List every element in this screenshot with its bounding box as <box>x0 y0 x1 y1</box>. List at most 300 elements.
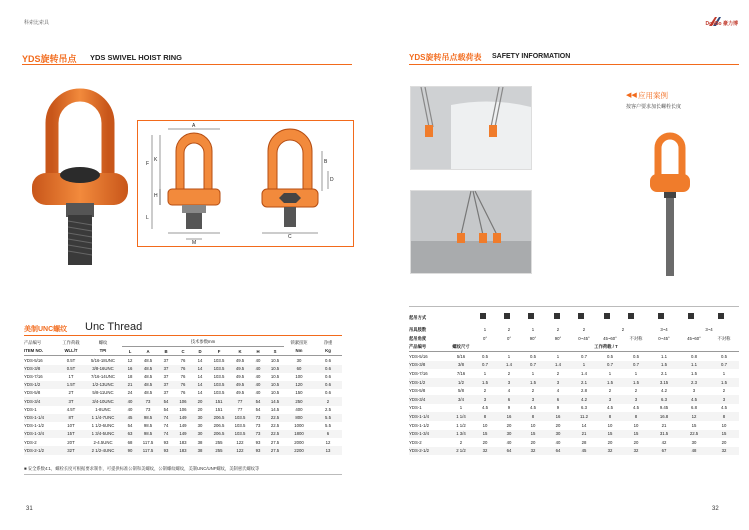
load-header-thread: 螺纹尺寸 <box>449 343 473 352</box>
table-cell: 2 <box>483 388 487 394</box>
table-row <box>24 381 342 389</box>
table-cell: YDS-1/2 <box>24 382 41 388</box>
table-cell: 2200 <box>294 447 304 453</box>
table-cell: 2.1 <box>581 379 587 385</box>
table-cell: 2.1 <box>661 371 667 377</box>
table-cell: 206.5 <box>213 415 225 421</box>
table-row <box>409 369 739 378</box>
table-cell: 54 <box>255 406 261 412</box>
table-cell: 15 <box>721 431 727 437</box>
dim-label-h: H <box>154 193 158 199</box>
table-cell: 250 <box>295 398 303 404</box>
dim-label-l: L <box>146 215 149 221</box>
table-cell: 14 <box>581 422 587 428</box>
table-cell: 74 <box>163 423 169 429</box>
unc-col-header: L <box>122 347 138 356</box>
table-cell: 73 <box>145 398 151 404</box>
table-cell: 0.5 <box>482 353 488 359</box>
table-cell: 20 <box>482 439 488 445</box>
table-cell: YDS-5/16 <box>24 357 43 363</box>
table-cell: 120 <box>295 382 303 388</box>
table-cell: YDS-1/2 <box>409 379 426 385</box>
table-cell: 0.5T <box>66 365 76 371</box>
page-number-left: 31 <box>26 506 33 512</box>
table-cell: 206.5 <box>213 423 225 429</box>
table-cell: 14.5 <box>270 406 280 412</box>
table-cell: 1.5 <box>607 379 613 385</box>
application-photo-bottom <box>410 190 532 274</box>
table-cell: 40 <box>255 390 261 396</box>
table-cell: 30 <box>555 431 561 437</box>
table-cell: 3 <box>507 379 511 385</box>
table-cell: 45 <box>127 415 133 421</box>
table-cell: 20 <box>721 439 727 445</box>
table-cell: 93 <box>255 439 261 445</box>
table-cell: 1/2-13UNC <box>92 382 114 388</box>
table-cell: 16 <box>506 413 512 419</box>
angle-cell: 0° <box>506 335 512 341</box>
table-cell: 90 <box>127 447 133 453</box>
table-cell: YDS-3/8 <box>409 362 426 368</box>
table-cell: 100 <box>295 374 303 380</box>
table-cell: 54 <box>163 398 169 404</box>
table-cell: 149 <box>179 431 187 437</box>
dim-label-k: K <box>154 157 158 163</box>
table-cell: 3/8-16UNC <box>92 365 114 371</box>
table-cell: 10T <box>67 423 75 429</box>
table-cell: 74 <box>163 431 169 437</box>
table-cell: 45 <box>581 448 587 454</box>
table-cell: 1/2 <box>458 379 464 385</box>
table-cell: 98.5 <box>143 431 153 437</box>
table-cell: 103.5 <box>213 390 225 396</box>
table-cell: 4.5 <box>691 396 697 402</box>
table-cell: 255 <box>215 447 223 453</box>
table-cell: 1 <box>634 371 638 377</box>
table-cell: 5.5 <box>325 423 331 429</box>
table-cell: 1.4 <box>555 362 561 368</box>
lift-method-label: 起吊方式 <box>409 314 427 320</box>
table-cell: 5.5 <box>325 415 331 421</box>
table-cell: 30 <box>691 439 697 445</box>
table-cell: 14 <box>197 365 203 371</box>
table-cell: 0.7 <box>607 362 613 368</box>
table-cell: 27.5 <box>270 447 280 453</box>
load-table <box>409 309 739 455</box>
unc-col-header: S <box>266 347 284 356</box>
table-cell: 1.5 <box>691 371 697 377</box>
angle-row <box>409 334 739 343</box>
table-cell: 5/8-11UNC <box>92 390 114 396</box>
table-cell: 1 <box>483 371 487 377</box>
table-cell: 103.5 <box>234 423 246 429</box>
table-cell: 1.5 <box>721 379 727 385</box>
table-cell: 117.5 <box>142 447 154 453</box>
table-cell: 32T <box>67 447 75 453</box>
table-cell: 2T <box>68 390 74 396</box>
table-cell: 2 <box>507 371 511 377</box>
table-cell: 16 <box>555 413 561 419</box>
table-cell: 40 <box>127 406 133 412</box>
table-cell: 9 <box>556 405 560 411</box>
table-cell: 0.6 <box>325 382 331 388</box>
table-cell: 40 <box>255 357 261 363</box>
table-cell: 16 <box>127 365 133 371</box>
table-cell: 6.8 <box>691 405 697 411</box>
table-row <box>24 430 342 438</box>
table-cell: 49.5 <box>235 374 245 380</box>
load-header-row <box>409 343 739 352</box>
dim-label-m: M <box>192 240 197 246</box>
table-cell: 9 <box>507 405 511 411</box>
table-cell: 15 <box>633 431 639 437</box>
table-cell: 4.5 <box>482 405 488 411</box>
table-cell: 37 <box>163 382 169 388</box>
angle-cell: 90° <box>529 335 537 341</box>
table-cell: 1.5T <box>66 382 76 388</box>
table-row <box>24 414 342 422</box>
unc-col-header: TPI <box>84 347 122 356</box>
table-cell: 76 <box>180 390 186 396</box>
table-row <box>409 378 739 387</box>
dim-label-b: B <box>324 159 328 165</box>
legs-cell: 1 <box>531 327 535 333</box>
table-cell: 10 <box>721 422 727 428</box>
table-cell: 255 <box>215 439 223 445</box>
table-cell: YDS-7/16 <box>24 374 43 380</box>
table-cell: 73 <box>255 431 261 437</box>
table-cell: 8 <box>634 413 638 419</box>
table-cell: 14 <box>197 374 203 380</box>
table-cell: 103.5 <box>213 382 225 388</box>
table-cell: 9.45 <box>659 405 669 411</box>
table-cell: 64 <box>506 448 512 454</box>
table-cell: 76 <box>180 382 186 388</box>
table-cell: 20 <box>633 439 639 445</box>
table-cell: 20 <box>197 406 203 412</box>
unc-col-header: F <box>208 347 230 356</box>
table-cell: 28 <box>581 439 587 445</box>
table-cell: 103.5 <box>213 357 225 363</box>
lift-method-icons <box>473 309 739 326</box>
table-cell: 4.2 <box>581 396 587 402</box>
table-cell: 2.8 <box>581 388 587 394</box>
table-cell: 3T <box>68 398 74 404</box>
table-cell: 20 <box>506 422 512 428</box>
table-cell: 2000 <box>294 439 304 445</box>
header-item-cn: 产品编号 <box>24 339 42 345</box>
table-row <box>24 389 342 397</box>
unc-title-rule <box>24 335 342 336</box>
table-cell: 22.5 <box>270 431 280 437</box>
table-row <box>24 406 342 414</box>
table-cell: 0.7 <box>633 362 639 368</box>
application-photo-top <box>410 86 532 170</box>
table-cell: 54 <box>255 398 261 404</box>
table-cell: 73 <box>255 423 261 429</box>
table-row <box>409 412 739 421</box>
table-cell: 3/4 <box>458 396 464 402</box>
table-cell: 2 <box>326 398 330 404</box>
table-cell: 103.5 <box>234 431 246 437</box>
legs-cell: 2 <box>621 327 625 333</box>
table-row <box>409 361 739 370</box>
table-cell: 0.5 <box>633 353 639 359</box>
table-cell: YDS-1-1/2 <box>409 422 430 428</box>
table-cell: 15 <box>530 431 536 437</box>
table-cell: 48 <box>691 448 697 454</box>
table-cell: 12 <box>127 357 133 363</box>
table-cell: 2 <box>722 388 726 394</box>
table-cell: 3 <box>556 379 560 385</box>
table-cell: 48.5 <box>143 374 153 380</box>
table-cell: 20T <box>67 439 75 445</box>
table-cell: 1 1/4 <box>456 413 466 419</box>
angle-cell: 45~60° <box>687 335 701 341</box>
technical-drawing-frame <box>137 120 354 247</box>
table-cell: 30 <box>296 357 302 363</box>
legs-cell: 3~4 <box>705 327 713 333</box>
angle-cell: 0~45° <box>658 335 670 341</box>
table-cell: 4.5 <box>530 405 536 411</box>
table-cell: 5/8 <box>458 388 464 394</box>
table-cell: 6 <box>507 396 511 402</box>
angle-cell: 90° <box>554 335 562 341</box>
table-cell: YDS-1-1/4 <box>409 413 430 419</box>
header-thread-cn: 螺纹 <box>98 339 108 345</box>
table-cell: 32 <box>633 448 639 454</box>
table-cell: 37 <box>163 390 169 396</box>
table-cell: 183 <box>179 447 187 453</box>
table-cell: YDS-1 <box>409 405 422 411</box>
table-cell: 37 <box>163 357 169 363</box>
table-row <box>24 365 342 373</box>
table-cell: 4 <box>507 388 511 394</box>
table-cell: 1 <box>608 371 612 377</box>
table-cell: 1.5 <box>530 379 536 385</box>
table-cell: 0.5T <box>66 357 76 363</box>
table-cell: 1 3/4-5UNC <box>91 431 115 437</box>
table-cell: 48.5 <box>143 390 153 396</box>
unc-title-cn: 美制UNC螺纹 <box>24 326 68 333</box>
table-cell: 10 <box>633 422 639 428</box>
table-cell: 3/8 <box>458 362 464 368</box>
legs-cell: 2 <box>556 327 560 333</box>
table-cell: 38 <box>197 447 203 453</box>
dim-label-c: C <box>288 234 292 240</box>
legs-cell: 2 <box>507 327 511 333</box>
table-cell: YDS-5/8 <box>24 390 41 396</box>
table-row <box>24 438 342 446</box>
table-cell: 0.5 <box>530 353 536 359</box>
unc-col-header: K <box>230 347 250 356</box>
right-page-title-cn: YDS旋转吊点载荷表 <box>409 53 482 62</box>
table-cell: 77 <box>237 398 243 404</box>
unc-col-header: B <box>158 347 174 356</box>
dim-label-f: F <box>146 161 150 167</box>
table-cell: 0.6 <box>325 374 331 380</box>
load-header-item: 产品编号 <box>409 343 449 352</box>
table-cell: 6.3 <box>661 396 667 402</box>
table-cell: 2 1/2 <box>456 448 466 454</box>
table-cell: 4.5T <box>66 406 76 412</box>
brand-name: 科索比索具 <box>24 20 50 26</box>
table-cell: 63 <box>127 431 133 437</box>
table-cell: 106 <box>179 398 187 404</box>
table-cell: 32 <box>482 448 488 454</box>
table-cell: 18 <box>127 374 133 380</box>
table-cell: YDS-1-3/4 <box>409 431 430 437</box>
table-cell: 2-4.5UNC <box>93 439 113 445</box>
table-cell: 2.5 <box>325 406 331 412</box>
table-cell: 30 <box>197 431 203 437</box>
angle-cell: 0° <box>482 335 488 341</box>
table-cell: 1800 <box>294 431 304 437</box>
table-cell: 40 <box>255 365 261 371</box>
table-cell: 1.4 <box>581 371 587 377</box>
table-cell: 4.5 <box>721 405 727 411</box>
right-page-title-en: SAFETY INFORMATION <box>492 53 571 60</box>
table-cell: 8 <box>722 413 726 419</box>
table-cell: 15 <box>482 431 488 437</box>
table-cell: 103.5 <box>213 365 225 371</box>
table-cell: 4.5 <box>633 405 639 411</box>
table-cell: 37 <box>163 365 169 371</box>
table-cell: 22.5 <box>689 431 699 437</box>
table-cell: 0.7 <box>721 362 727 368</box>
table-cell: 31.5 <box>659 431 669 437</box>
table-cell: YDS-1-3/4 <box>24 431 45 437</box>
case-arrow-icon: ◀◀ <box>626 92 637 99</box>
unc-col-header: A <box>138 347 158 356</box>
table-cell: 4.2 <box>661 388 667 394</box>
table-cell: 21 <box>581 431 587 437</box>
table-cell: 1 <box>722 371 726 377</box>
table-cell: 49.5 <box>235 382 245 388</box>
table-cell: 8 <box>483 413 487 419</box>
table-cell: 10.5 <box>270 374 280 380</box>
table-cell: 14 <box>197 357 203 363</box>
application-case-title: 应用案例 <box>638 91 668 100</box>
table-cell: 10.5 <box>270 390 280 396</box>
table-cell: 12 <box>325 439 331 445</box>
table-row <box>24 397 342 405</box>
table-cell: 10 <box>482 422 488 428</box>
table-cell: 77 <box>237 406 243 412</box>
table-row <box>409 395 739 404</box>
table-cell: 6 <box>326 431 330 437</box>
table-cell: 32 <box>607 448 613 454</box>
table-cell: 2 <box>608 388 612 394</box>
dim-label-a: A <box>192 123 196 129</box>
table-cell: 183 <box>179 439 187 445</box>
table-cell: 32 <box>721 448 727 454</box>
table-cell: 20 <box>607 439 613 445</box>
legs-cell: 3~4 <box>660 327 668 333</box>
table-cell: 93 <box>255 447 261 453</box>
table-cell: 20 <box>530 439 536 445</box>
table-cell: 10.5 <box>270 365 280 371</box>
safety-note: ■ 安全系数4:1，螺栓长度可根据要求制作，可提供标准公制和美螺纹，公制螺纹螺纹，美制UNC/UNF螺纹，美制惠氏螺纹等 <box>24 466 260 471</box>
table-cell: 20 <box>555 422 561 428</box>
table-cell: 150 <box>295 390 303 396</box>
table-row <box>24 356 342 365</box>
left-page-title-cn: YDS旋转吊点 <box>22 54 77 64</box>
angle-cell: 45~60° <box>603 335 617 341</box>
table-cell: 0.6 <box>325 365 331 371</box>
table-cell: YDS-2-1/2 <box>24 447 45 453</box>
table-row <box>409 404 739 413</box>
header-weight-cn: 净重 <box>323 339 333 345</box>
table-cell: 1 1/2 <box>456 422 466 428</box>
table-cell: YDS-5/8 <box>409 388 426 394</box>
unc-title-en: Unc Thread <box>85 321 143 333</box>
table-cell: 37 <box>163 374 169 380</box>
table-cell: 4.5 <box>607 405 613 411</box>
unc-col-header: C <box>174 347 192 356</box>
table-cell: 24 <box>127 390 133 396</box>
table-cell: 3.15 <box>659 379 669 385</box>
table-cell: 14 <box>197 390 203 396</box>
left-title-rule <box>22 64 352 65</box>
table-cell: 1 <box>531 371 535 377</box>
table-cell: 93 <box>163 439 169 445</box>
table-cell: 2 <box>531 388 535 394</box>
page-number-right: 32 <box>712 506 719 512</box>
table-cell: 14 <box>197 382 203 388</box>
dimension-drawing <box>138 121 353 246</box>
table-cell: 6 <box>556 396 560 402</box>
table-cell: 15 <box>607 431 613 437</box>
table-cell: 49.5 <box>235 357 245 363</box>
table-cell: 32 <box>530 448 536 454</box>
table-cell: 0.7 <box>581 353 587 359</box>
table-cell: 122 <box>236 439 244 445</box>
table-cell: 5/16-18UNC <box>91 357 115 363</box>
table-cell: 8T <box>68 415 74 421</box>
table-cell: 1 1/4-7UNC <box>91 415 115 421</box>
table-cell: 48.5 <box>143 365 153 371</box>
table-cell: 73 <box>145 406 151 412</box>
table-row <box>409 352 739 361</box>
table-cell: 2 <box>459 439 463 445</box>
table-cell: 3 <box>692 388 696 394</box>
table-cell: 1000 <box>294 423 304 429</box>
table-cell: 22.5 <box>270 415 280 421</box>
table-cell: 0.6 <box>325 357 331 363</box>
table-cell: 151 <box>215 398 223 404</box>
table-cell: 38 <box>197 439 203 445</box>
table-cell: YDS-7/16 <box>409 371 428 377</box>
table-cell: 30 <box>506 431 512 437</box>
table-cell: 1.1 <box>691 362 697 368</box>
table-cell: 15T <box>67 431 75 437</box>
table-cell: 0.5 <box>607 353 613 359</box>
table-cell: 3 <box>608 396 612 402</box>
table-cell: 106 <box>179 406 187 412</box>
table-cell: 40 <box>255 382 261 388</box>
table-cell: 14.5 <box>270 398 280 404</box>
table-cell: 54 <box>127 423 133 429</box>
table-cell: YDS-2-1/2 <box>409 448 430 454</box>
table-cell: 40 <box>255 374 261 380</box>
table-cell: 0.7 <box>530 362 536 368</box>
table-cell: 10 <box>607 422 613 428</box>
table-cell: 68 <box>127 439 133 445</box>
table-cell: 1.5 <box>661 362 667 368</box>
table-cell: 0.8 <box>691 353 697 359</box>
table-cell: 15 <box>691 422 697 428</box>
